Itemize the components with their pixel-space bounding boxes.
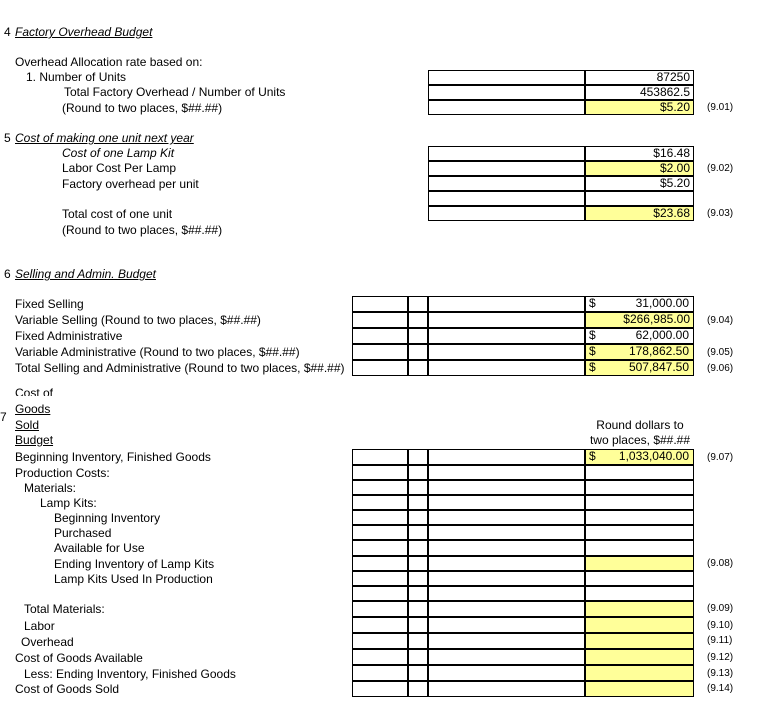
cell[interactable]: [585, 495, 694, 510]
cell[interactable]: [585, 571, 694, 586]
section-title: Factory Overhead Budget: [15, 25, 153, 39]
cell[interactable]: [408, 449, 428, 465]
cell[interactable]: [428, 85, 585, 100]
cell[interactable]: [408, 556, 428, 571]
cell[interactable]: [408, 601, 428, 617]
value-cell[interactable]: [585, 296, 694, 312]
cell[interactable]: [352, 681, 408, 697]
row-label: Variable Administrative (Round to two places, $##.##): [15, 345, 300, 359]
cell[interactable]: [352, 495, 408, 510]
reference-code: (9.13): [707, 668, 734, 679]
cell[interactable]: [428, 586, 585, 601]
cell[interactable]: [352, 344, 408, 360]
cell[interactable]: [352, 312, 408, 328]
cell[interactable]: [428, 601, 585, 617]
cell[interactable]: [428, 633, 585, 649]
column-header: two places, $##.##: [589, 433, 691, 447]
row-label: Lamp Kits Used In Production: [54, 572, 213, 586]
value-text: 507,847.50: [628, 360, 689, 374]
cell[interactable]: [352, 601, 408, 617]
row-label: Factory overhead per unit: [62, 177, 199, 191]
cell[interactable]: [352, 586, 408, 601]
cell[interactable]: [352, 540, 408, 556]
cell[interactable]: [352, 571, 408, 586]
cell[interactable]: [428, 312, 585, 328]
cell[interactable]: [352, 633, 408, 649]
row-label: Ending Inventory of Lamp Kits: [54, 557, 215, 571]
cell[interactable]: [408, 495, 428, 510]
cell[interactable]: [428, 328, 585, 344]
cell[interactable]: [408, 525, 428, 540]
row-label: 1. Number of Units: [26, 70, 127, 84]
reference-code: (9.02): [707, 163, 734, 174]
cell[interactable]: [352, 617, 408, 633]
cell[interactable]: [585, 540, 694, 556]
row-label: Beginning Inventory: [54, 511, 161, 525]
answer-cell[interactable]: $23.68: [585, 206, 694, 221]
answer-cell[interactable]: [585, 601, 694, 617]
section-title-part: Sold: [15, 418, 40, 432]
value-text: 62,000.00: [635, 328, 689, 342]
reference-code: (9.12): [707, 652, 734, 663]
cell[interactable]: [408, 360, 428, 376]
cell[interactable]: [428, 206, 585, 221]
cell[interactable]: [428, 465, 585, 480]
row-label: Less: Ending Inventory, Finished Goods: [24, 667, 236, 681]
answer-cell[interactable]: [585, 449, 694, 465]
cell[interactable]: [408, 649, 428, 665]
cell[interactable]: [352, 328, 408, 344]
cell[interactable]: [428, 449, 585, 465]
cell[interactable]: [428, 70, 585, 85]
reference-code: (9.01): [707, 102, 734, 113]
cell[interactable]: [352, 649, 408, 665]
row-label: Lamp Kits:: [40, 496, 97, 510]
cell[interactable]: [352, 510, 408, 525]
answer-cell[interactable]: [585, 633, 694, 649]
cell[interactable]: [428, 360, 585, 376]
value-text: 1,033,040.00: [618, 449, 689, 463]
row-label: Cost of one Lamp Kit: [62, 146, 175, 160]
cell[interactable]: [428, 296, 585, 312]
section-number: 5: [4, 131, 11, 145]
reference-code: (9.10): [707, 620, 734, 631]
dollar-sign: $: [589, 360, 596, 374]
cell[interactable]: [585, 510, 694, 525]
row-label: Cost of Goods Sold: [15, 682, 120, 696]
value-cell[interactable]: 453862.5: [585, 85, 694, 100]
answer-cell[interactable]: [585, 649, 694, 665]
dollar-sign: $: [589, 328, 596, 342]
cell[interactable]: [428, 480, 585, 495]
cell[interactable]: [428, 100, 585, 115]
row-label: Materials:: [24, 481, 77, 495]
row-label: Total Materials:: [24, 602, 105, 616]
cell[interactable]: [352, 449, 408, 465]
dollar-sign: $: [589, 296, 596, 310]
cell[interactable]: [585, 586, 694, 601]
cell[interactable]: [408, 465, 428, 480]
cell[interactable]: [408, 344, 428, 360]
section-title: Cost of making one unit next year: [15, 131, 194, 145]
cell[interactable]: [408, 586, 428, 601]
row-label: Labor Cost Per Lamp: [62, 161, 177, 175]
cell[interactable]: [408, 617, 428, 633]
cell[interactable]: [428, 681, 585, 697]
cell[interactable]: [585, 465, 694, 480]
cell[interactable]: [352, 556, 408, 571]
cell[interactable]: [585, 480, 694, 495]
row-label: Cost of Goods Available: [15, 651, 143, 665]
section-title-part: Budget: [15, 433, 54, 447]
reference-code: (9.08): [707, 558, 734, 569]
cell[interactable]: [408, 328, 428, 344]
answer-cell[interactable]: [585, 360, 694, 376]
row-label: Available for Use: [54, 541, 145, 555]
cell[interactable]: [408, 633, 428, 649]
row-label: (Round to two places, $##.##): [62, 223, 223, 237]
value-text: 178,862.50: [628, 344, 689, 358]
cell[interactable]: [428, 510, 585, 525]
row-label: Overhead Allocation rate based on:: [15, 55, 203, 69]
section-title-part: Goods: [15, 402, 51, 416]
cell[interactable]: [428, 649, 585, 665]
reference-code: (9.11): [707, 635, 733, 646]
cell[interactable]: [428, 617, 585, 633]
row-label: Overhead: [21, 635, 74, 649]
cell[interactable]: [428, 176, 585, 191]
section-title-part: Cost of: [15, 388, 54, 396]
cell[interactable]: [428, 571, 585, 586]
value-cell[interactable]: [585, 328, 694, 344]
reference-code: (9.03): [707, 208, 734, 219]
value-cell[interactable]: $5.20: [585, 176, 694, 191]
cell[interactable]: [352, 525, 408, 540]
row-label: (Round to two places, $##.##): [62, 101, 223, 115]
section-number: 4: [4, 25, 11, 39]
cell[interactable]: [352, 480, 408, 495]
cell[interactable]: [352, 360, 408, 376]
cell[interactable]: [408, 510, 428, 525]
dollar-sign: $: [589, 449, 596, 463]
cell[interactable]: [428, 344, 585, 360]
row-label: Fixed Administrative: [15, 329, 123, 343]
row-label: Fixed Selling: [15, 297, 84, 311]
dollar-sign: $: [589, 344, 596, 358]
reference-code: (9.14): [707, 683, 734, 694]
reference-code: (9.09): [707, 603, 734, 614]
answer-cell[interactable]: [585, 617, 694, 633]
answer-cell[interactable]: $2.00: [585, 161, 694, 176]
cell[interactable]: [428, 495, 585, 510]
answer-cell[interactable]: [585, 344, 694, 360]
row-label: Variable Selling (Round to two places, $##.##): [15, 313, 261, 327]
cell[interactable]: [408, 571, 428, 586]
cell[interactable]: [408, 540, 428, 556]
answer-cell[interactable]: [585, 556, 694, 571]
answer-cell[interactable]: [585, 681, 694, 697]
cell[interactable]: [428, 525, 585, 540]
row-label: Production Costs:: [15, 466, 110, 480]
cell[interactable]: [428, 540, 585, 556]
value-text: 31,000.00: [635, 296, 689, 310]
cell[interactable]: [352, 296, 408, 312]
answer-cell[interactable]: $5.20: [585, 100, 694, 115]
reference-code: (9.05): [707, 347, 734, 358]
cell[interactable]: [585, 191, 694, 206]
cell[interactable]: [408, 681, 428, 697]
cell[interactable]: [428, 146, 585, 161]
row-label: Total Factory Overhead / Number of Units: [64, 85, 286, 99]
reference-code: (9.04): [707, 315, 734, 326]
section-title: Selling and Admin. Budget: [15, 267, 156, 281]
cell[interactable]: [408, 480, 428, 495]
row-label: Purchased: [54, 526, 112, 540]
section-number: 7: [0, 410, 7, 424]
cell[interactable]: [428, 191, 585, 206]
cell[interactable]: [585, 525, 694, 540]
column-header: Round dollars to: [596, 418, 684, 432]
cell[interactable]: [352, 465, 408, 480]
cell[interactable]: [408, 312, 428, 328]
section-number: 6: [4, 267, 11, 281]
row-label: Labor: [24, 619, 55, 633]
cell[interactable]: [352, 665, 408, 681]
value-cell[interactable]: 87250: [585, 70, 694, 85]
cell[interactable]: [428, 556, 585, 571]
cell[interactable]: [408, 665, 428, 681]
row-label: Beginning Inventory, Finished Goods: [15, 450, 211, 464]
answer-cell[interactable]: $266,985.00: [585, 312, 694, 328]
reference-code: (9.07): [707, 452, 734, 463]
cell[interactable]: [428, 665, 585, 681]
cell[interactable]: [408, 296, 428, 312]
reference-code: (9.06): [707, 363, 734, 374]
cell[interactable]: [428, 161, 585, 176]
value-cell[interactable]: $16.48: [585, 146, 694, 161]
row-label: Total Selling and Administrative (Round to two places, $##.##): [15, 361, 345, 375]
answer-cell[interactable]: [585, 665, 694, 681]
row-label: Total cost of one unit: [62, 207, 173, 221]
